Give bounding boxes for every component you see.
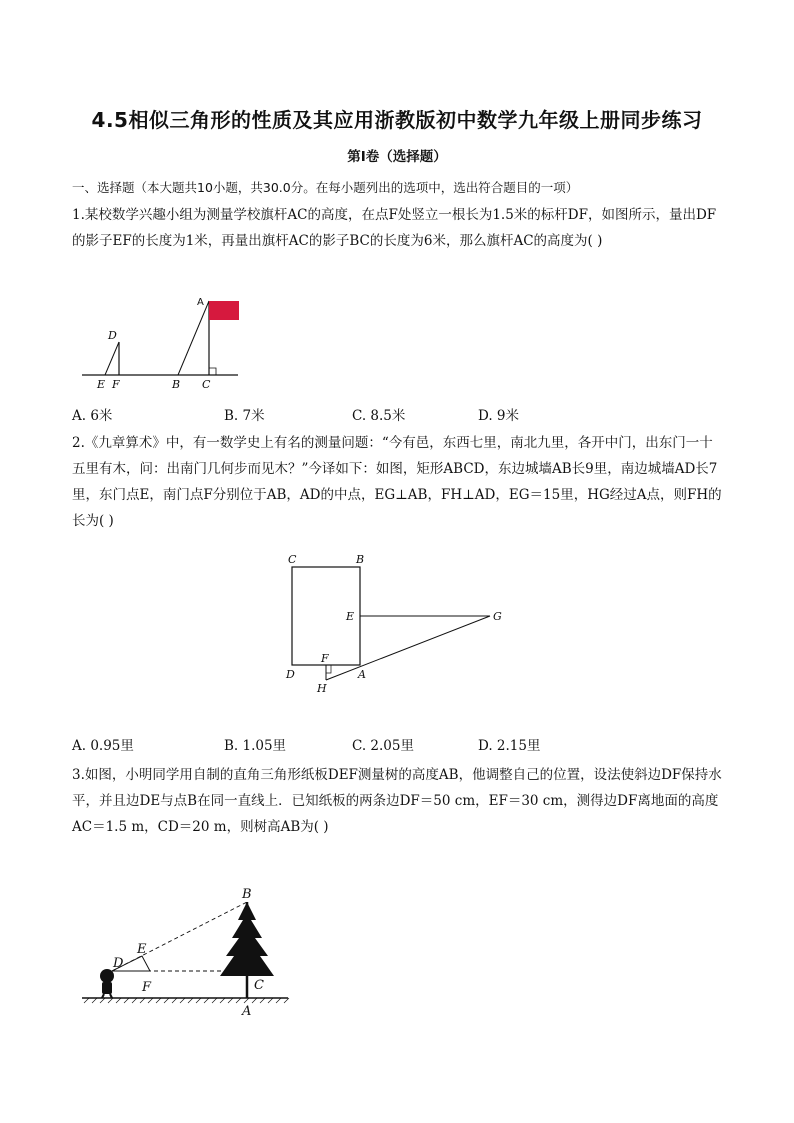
flag: [209, 301, 239, 320]
label-f: F: [321, 652, 329, 665]
question-1-figure: [80, 295, 250, 395]
label-a: A: [358, 668, 366, 681]
label-d: D: [108, 329, 117, 342]
right-angle-mark: [326, 665, 331, 673]
question-3-figure: [80, 887, 300, 1020]
label-b: B: [242, 887, 252, 902]
option-a[interactable]: A. 0.95里: [72, 738, 134, 754]
label-f: F: [112, 378, 120, 391]
option-c[interactable]: C. 2.05里: [352, 738, 414, 754]
label-f: F: [142, 980, 152, 995]
option-c[interactable]: C. 8.5米: [352, 408, 406, 424]
label-d: D: [113, 956, 124, 971]
label-e: E: [137, 942, 147, 957]
observer-figure: [100, 969, 114, 998]
question-2-figure: [282, 550, 522, 700]
label-a: A: [197, 297, 204, 308]
page-title: 4.5相似三角形的性质及其应用浙教版初中数学九年级上册同步练习: [91, 108, 703, 132]
option-d[interactable]: D. 9米: [478, 408, 520, 424]
label-d: D: [286, 668, 295, 681]
label-a: A: [242, 1004, 252, 1019]
segment-hg: [326, 616, 490, 680]
right-angle-mark: [209, 368, 216, 375]
section-heading: 一、选择题（本大题共10小题，共30.0分。在每小题列出的选项中，选出符合题目的一项）: [72, 180, 579, 195]
label-b: B: [172, 378, 181, 391]
question-3-text: 3.如图，小明同学用自制的直角三角形纸板DEF测量树的高度AB，他调整自己的位置，设法使斜边DF保持水平，并且边DE与点B在同一直线上．已知纸板的两条边DF＝50 cm，EF＝30 cm，测得边DF离地面的高度AC＝1.5 m，CD＝20 m，则树高AB为( ): [72, 767, 722, 835]
option-d[interactable]: D. 2.15里: [478, 738, 541, 754]
option-b[interactable]: B. 1.05里: [224, 738, 287, 754]
label-e: E: [346, 610, 355, 623]
label-e: E: [97, 378, 106, 391]
question-1-text: 1.某校数学兴趣小组为测量学校旗杆AC的高度，在点F处竖立一根长为1.5米的标杆DF，如图所示，量出DF的影子EF的长度为1米，再量出旗杆AC的影子BC的长度为6米，那么旗杆AC的高度为( ): [72, 207, 717, 249]
ground-hatching: [84, 998, 289, 1003]
label-c: C: [288, 553, 297, 566]
question-2-text: 2.《九章算术》中，有一数学史上有名的测量问题：“今有邑，东西七里，南北九里，各开中门，出东门一十五里有木，问：出南门几何步而见木？”今译如下：如图，矩形ABCD，东边城墙AB长9里，南边城墙AD长7里，东门点E，南门点F分别位于AB，AD的中点，EG⊥AB，FH⊥AD，EG＝15里，HG经过A点，则FH的长为( ): [72, 435, 722, 529]
label-c: C: [202, 378, 211, 391]
volume-heading: 第I卷（选择题）: [347, 149, 447, 165]
label-c: C: [254, 978, 264, 993]
label-g: G: [493, 610, 502, 623]
label-h: H: [317, 682, 327, 695]
option-b[interactable]: B. 7米: [224, 408, 265, 424]
shadow-ray-de: [105, 342, 119, 375]
option-a[interactable]: A. 6米: [72, 408, 113, 424]
shadow-ray-ab: [178, 301, 209, 375]
tree-icon: [220, 902, 274, 998]
label-b: B: [356, 553, 365, 566]
